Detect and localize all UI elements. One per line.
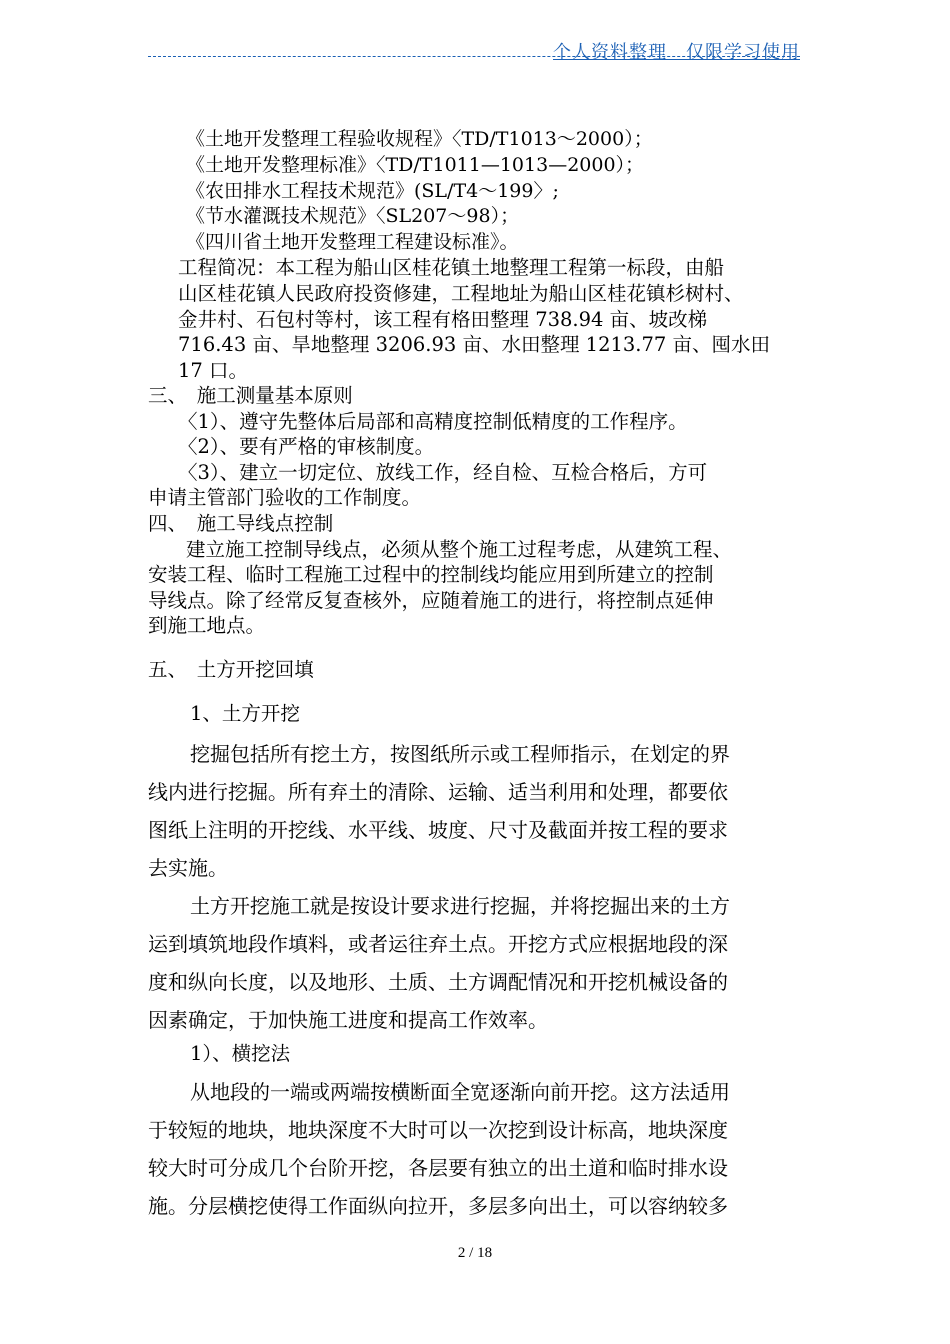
section-line: 〈2）、要有严格的审核制度。 <box>178 435 435 458</box>
section-heading: 三、 施工测量基本原则 <box>148 384 353 407</box>
section-line: 安装工程、临时工程施工过程中的控制线均能应用到所建立的控制 <box>148 563 714 586</box>
section-line: 导线点。除了经常反复查核外，应随着施工的进行，将控制点延伸 <box>148 589 714 612</box>
body-line: 土方开挖施工就是按设计要求进行挖掘，并将挖掘出来的土方 <box>190 894 730 918</box>
subsection-heading: 1）、横挖法 <box>190 1042 291 1065</box>
reference-line: 《农田排水工程技术规范》(SL/T4～199〉; <box>186 180 559 202</box>
section-line: 〈3）、建立一切定位、放线工作，经自检、互检合格后，方可 <box>178 461 708 484</box>
body-line: 施。分层横挖使得工作面纵向拉开，多层多向出土，可以容纳较多 <box>148 1194 728 1218</box>
page-header <box>0 38 800 62</box>
section-line: 建立施工控制导线点，必须从整个施工过程考虑，从建筑工程、 <box>186 538 733 561</box>
reference-line: 《土地开发整理工程验收规程》〈TD/T1013～2000）； <box>186 128 653 150</box>
body-line: 运到填筑地段作填料，或者运往弃土点。开挖方式应根据地段的深 <box>148 932 728 956</box>
subsection-heading: 1、土方开挖 <box>190 702 300 725</box>
page-number: 2 / 18 <box>457 1245 493 1261</box>
overview-line: 山区桂花镇人民政府投资修建，工程地址为船山区桂花镇杉树村、 <box>178 282 744 305</box>
header-text: 个人资料整理 仅限学习使用 <box>553 42 800 63</box>
reference-line: 《土地开发整理标准》〈TD/T1011—1013—2000）； <box>186 154 645 176</box>
body-line: 于较短的地块，地块深度不大时可以一次挖到设计标高，地块深度 <box>148 1118 728 1142</box>
body-line: 因素确定，于加快施工进度和提高工作效率。 <box>148 1008 548 1032</box>
overview-line: 716.43 亩、旱地整理 3206.93 亩、水田整理 1213.77 亩、囤水田 <box>178 333 770 356</box>
section-line: 申请主管部门验收的工作制度。 <box>148 486 422 509</box>
body-line: 图纸上注明的开挖线、水平线、坡度、尺寸及截面并按工程的要求 <box>148 818 728 842</box>
body-line: 挖掘包括所有挖土方，按图纸所示或工程师指示，在划定的界 <box>190 742 730 766</box>
section-line: 〈1）、遵守先整体后局部和高精度控制低精度的工作程序。 <box>178 410 688 433</box>
body-line: 较大时可分成几个台阶开挖，各层要有独立的出土道和临时排水设 <box>148 1156 728 1180</box>
section-heading: 四、 施工导线点控制 <box>148 512 334 535</box>
overview-line: 金井村、石包村等村，该工程有格田整理 738.94 亩、坡改梯 <box>178 308 708 331</box>
body-line: 去实施。 <box>148 856 228 880</box>
reference-line: 《四川省土地开发整理工程建设标准》。 <box>186 231 519 253</box>
overview-line: 17 口。 <box>178 359 249 382</box>
section-line: 到施工地点。 <box>148 614 266 637</box>
overview-line: 工程简况：本工程为船山区桂花镇土地整理工程第一标段，由船 <box>178 256 725 279</box>
header-divider <box>148 56 800 57</box>
body-line: 度和纵向长度，以及地形、土质、土方调配情况和开挖机械设备的 <box>148 970 728 994</box>
section-heading: 五、 土方开挖回填 <box>148 658 314 681</box>
body-line: 从地段的一端或两端按横断面全宽逐渐向前开挖。这方法适用 <box>190 1080 730 1104</box>
body-line: 线内进行挖掘。所有弃土的清除、运输、适当利用和处理，都要依 <box>148 780 728 804</box>
reference-line: 《节水灌溉技术规范》〈SL207～98）； <box>186 205 520 227</box>
